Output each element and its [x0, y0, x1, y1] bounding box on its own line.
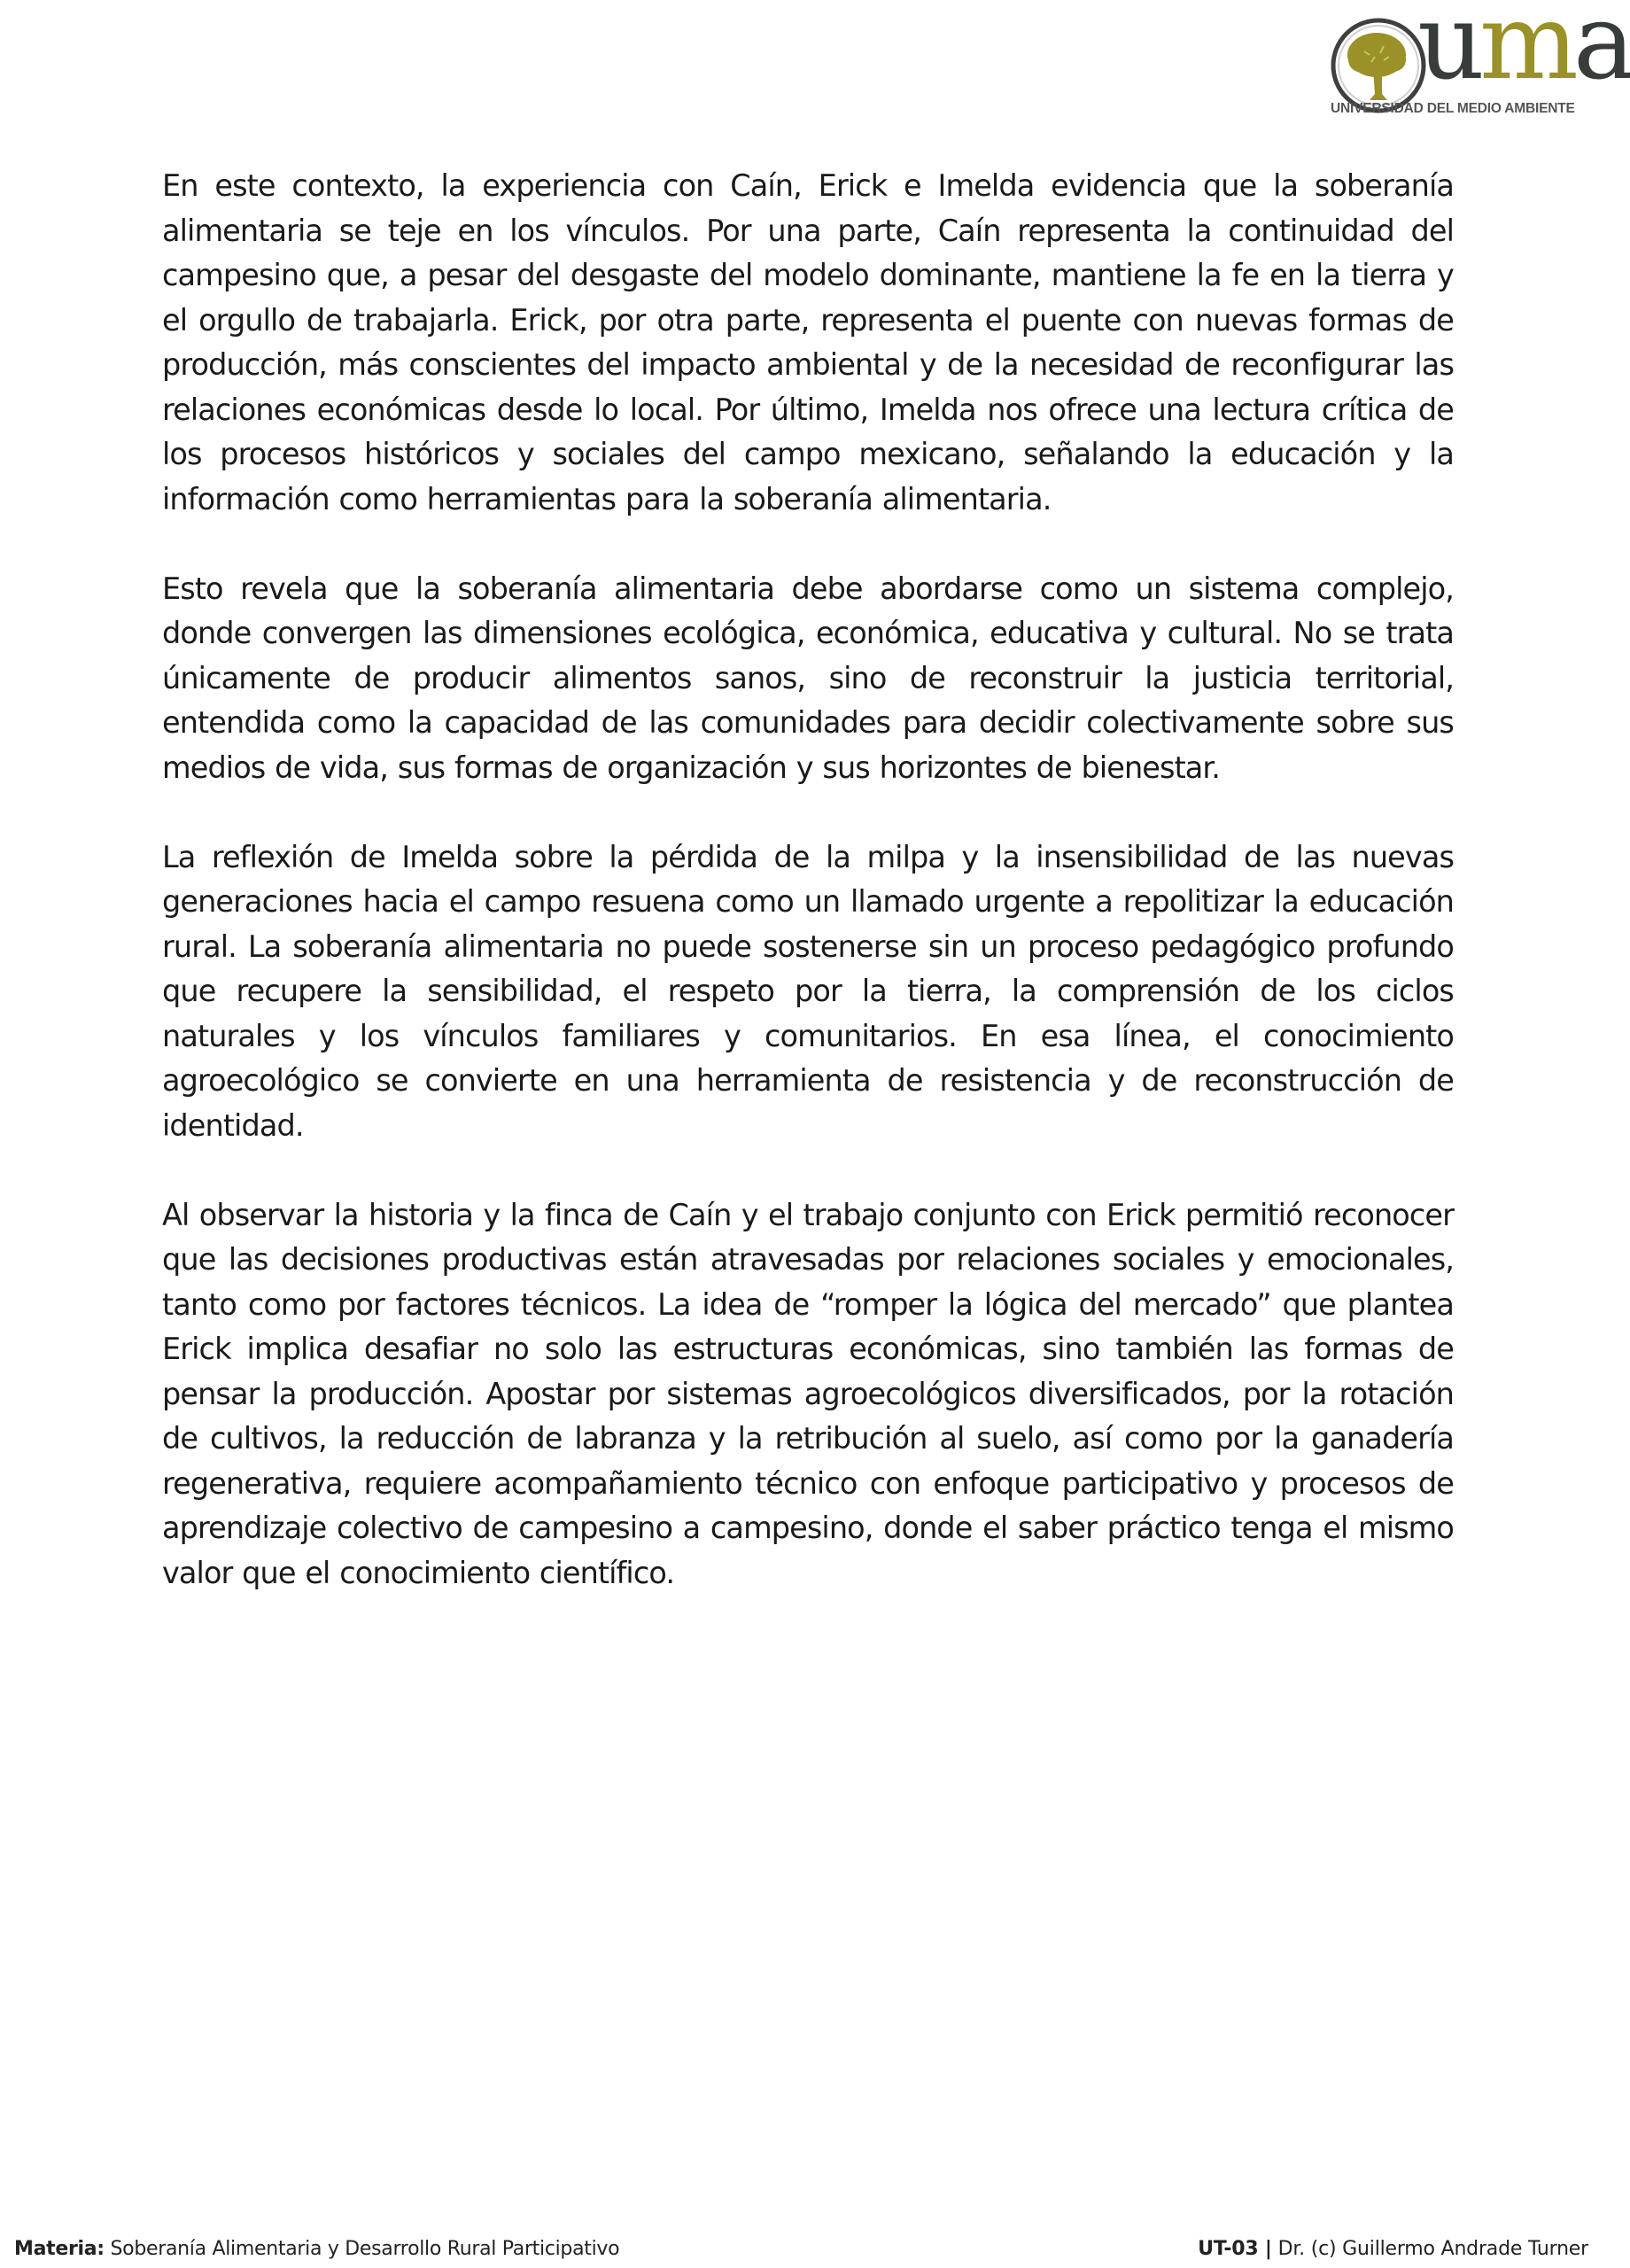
logo-wordmark: uma	[1417, 0, 1630, 103]
paragraph-3: La reflexión de Imelda sobre la pérdida de la milpa y la insensibilidad de las nuevas generaciones hacia el campo resuena como un llamado urgente a repolitizar la educación rural. La soberanía alimentaria no puede sostenerse sin un proceso pedagógico profundo que recupere la sensibilidad, el respeto por la tierra, la comprensión de los ciclos naturales y los vínculos familiares y comunitarios. En esa línea, el conocimiento agroecológico se convierte en una herramienta de resistencia y de reconstrucción de identidad.	[162, 839, 1454, 1143]
footer-subject-label: Materia:	[14, 2238, 105, 2260]
paragraph-2: Esto revela que la soberanía alimentaria debe abordarse como un sistema complejo, donde convergen las dimensiones ecológica, económica, educativa y cultural. No se trata únicamente de producir alimentos sanos, sino de reconstruir la justicia territorial, entendida como la capacidad de las comunidades para decidir colectivamente sobre sus medios de vida, sus formas de organización y sus horizontes de bienestar.	[162, 571, 1454, 785]
paragraph-1: En este contexto, la experiencia con Caín, Erick e Imelda evidencia que la soberanía alimentaria se teje en los vínculos. Por una parte, Caín representa la continuidad del campesino que, a pesar del desgaste del modelo dominante, mantiene la fe en la tierra y el orgullo de trabajarla. Erick, por otra parte, representa el puente con nuevas formas de producción, más conscientes del impacto ambiental y de la necesidad de reconfigurar las relaciones económicas desde lo local. Por último, Imelda nos ofrece una lectura crítica de los procesos históricos y sociales del campo mexicano, señalando la educación y la información como herramientas para la soberanía alimentaria.	[162, 168, 1454, 517]
footer-author: Dr. (c) Guillermo Andrade Turner	[1277, 2238, 1588, 2260]
logo-caption: UNIVERSIDAD DEL MEDIO AMBIENTE	[1331, 101, 1575, 116]
footer-unit-author	[1198, 2238, 1588, 2260]
footer-unit-label: UT-03 |	[1198, 2238, 1272, 2260]
university-logo	[1329, 0, 1630, 118]
paragraph-4: Al observar la historia y la finca de Caín y el trabajo conjunto con Erick permitió reconocer que las decisiones productivas están atravesadas por relaciones sociales y emocionales, tanto como por factores técnicos. La idea de “romper la lógica del mercado” que plantea Erick implica desafiar no solo las estructuras económicas, sino también las formas de pensar la producción. Apostar por sistemas agroecológicos diversificados, por la rotación de cultivos, la reducción de labranza y la retribución al suelo, así como por la ganadería regenerativa, requiere acompañamiento técnico con enfoque participativo y procesos de aprendizaje colectivo de campesino a campesino, donde el saber práctico tenga el mismo valor que el conocimiento científico.	[162, 1197, 1454, 1590]
footer-subject-value: Soberanía Alimentaria y Desarrollo Rural Participativo	[110, 2238, 620, 2260]
document-body	[162, 164, 1454, 1641]
footer-subject	[14, 2238, 619, 2260]
